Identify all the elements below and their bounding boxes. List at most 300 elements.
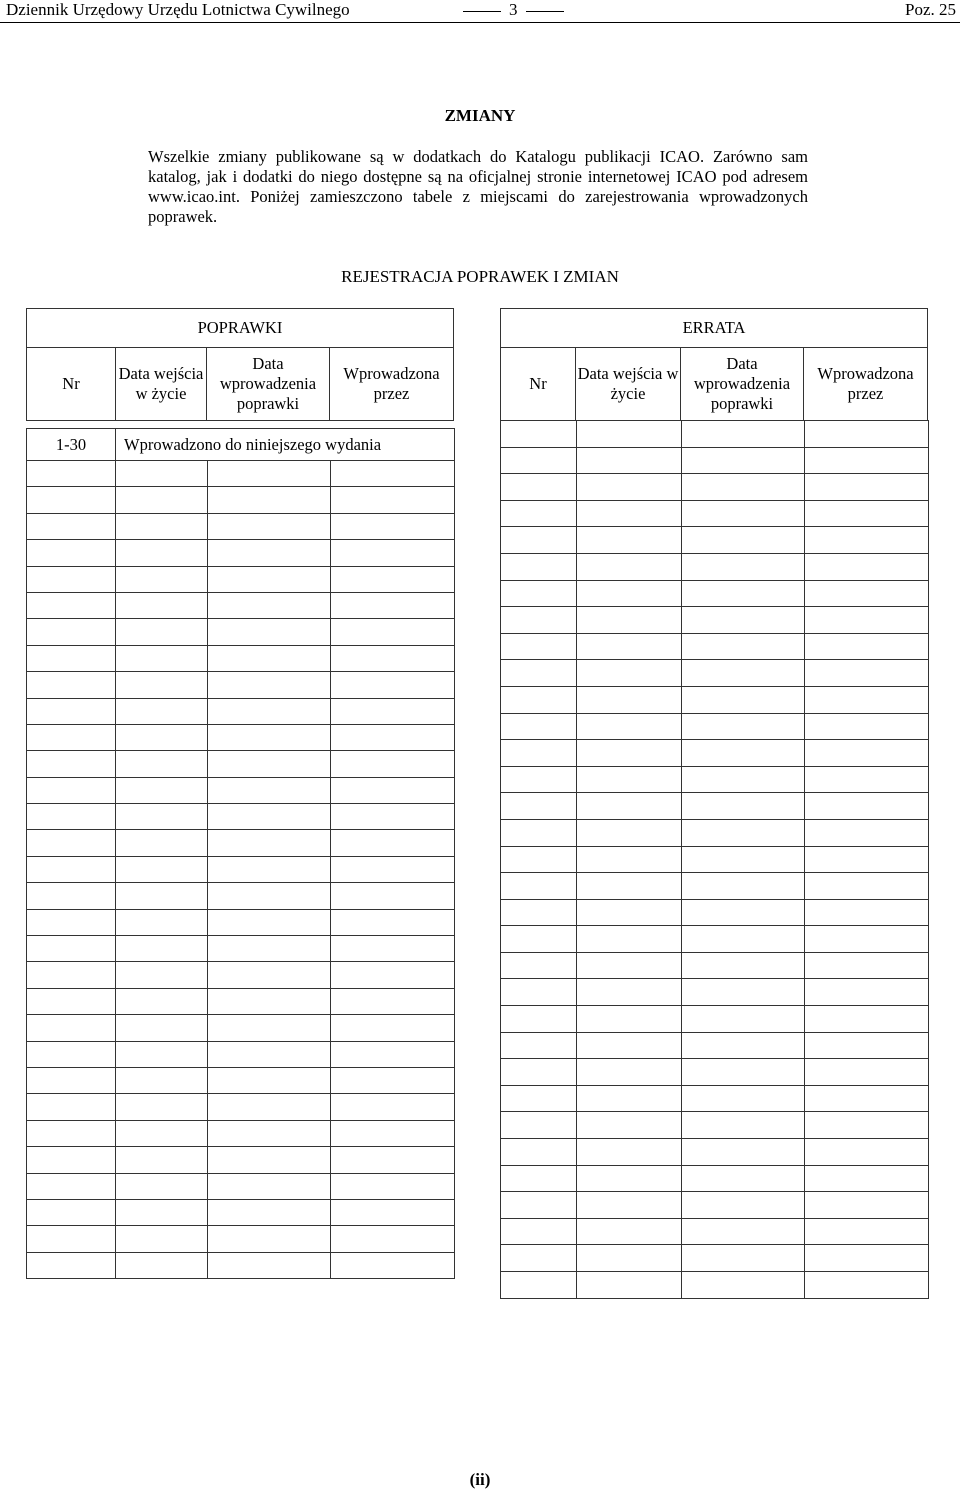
empty-cell[interactable] (682, 713, 805, 740)
column-header: Wprowadzona przez (329, 347, 454, 421)
empty-cell[interactable] (27, 566, 116, 592)
empty-cell[interactable] (577, 527, 682, 554)
empty-cell[interactable] (27, 988, 116, 1014)
empty-cell[interactable] (682, 952, 805, 979)
empty-cell[interactable] (27, 1015, 116, 1041)
empty-cell[interactable] (805, 447, 929, 474)
empty-cell[interactable] (331, 1015, 455, 1041)
empty-cell[interactable] (331, 1094, 455, 1120)
empty-cell[interactable] (27, 1041, 116, 1067)
errata-group-header (500, 308, 928, 348)
empty-cell[interactable] (208, 513, 331, 539)
empty-cell[interactable] (682, 421, 805, 448)
empty-cell[interactable] (577, 474, 682, 501)
empty-cell[interactable] (682, 1112, 805, 1139)
empty-cell[interactable] (116, 1199, 208, 1225)
empty-cell[interactable] (682, 553, 805, 580)
empty-cell[interactable] (805, 1085, 929, 1112)
empty-cell[interactable] (805, 1059, 929, 1086)
table-row (27, 672, 455, 698)
empty-cell[interactable] (682, 873, 805, 900)
empty-cell[interactable] (331, 513, 455, 539)
empty-cell[interactable] (682, 899, 805, 926)
empty-cell[interactable] (577, 1139, 682, 1166)
errata-table (500, 420, 929, 1299)
empty-cell[interactable] (805, 1139, 929, 1166)
empty-cell[interactable] (208, 592, 331, 618)
empty-cell[interactable] (805, 553, 929, 580)
empty-cell[interactable] (208, 724, 331, 750)
empty-cell[interactable] (27, 724, 116, 750)
empty-cell[interactable] (682, 607, 805, 634)
empty-cell[interactable] (805, 527, 929, 554)
empty-cell[interactable] (331, 698, 455, 724)
empty-cell[interactable] (501, 979, 577, 1006)
table-row (27, 1147, 455, 1173)
empty-cell[interactable] (27, 1199, 116, 1225)
empty-cell[interactable] (577, 952, 682, 979)
empty-cell[interactable] (27, 804, 116, 830)
empty-cell[interactable] (577, 1192, 682, 1219)
empty-cell[interactable] (27, 856, 116, 882)
empty-cell[interactable] (116, 1173, 208, 1199)
empty-cell[interactable] (208, 1015, 331, 1041)
empty-cell[interactable] (501, 1032, 577, 1059)
empty-cell[interactable] (501, 607, 577, 634)
empty-cell[interactable] (208, 751, 331, 777)
empty-cell[interactable] (577, 1032, 682, 1059)
table-row (501, 421, 929, 448)
empty-cell[interactable] (805, 952, 929, 979)
empty-cell[interactable] (577, 447, 682, 474)
empty-cell[interactable] (501, 846, 577, 873)
empty-cell[interactable] (501, 660, 577, 687)
empty-cell[interactable] (577, 421, 682, 448)
empty-cell[interactable] (208, 619, 331, 645)
table-row (501, 1165, 929, 1192)
empty-cell[interactable] (577, 607, 682, 634)
empty-cell[interactable] (27, 1173, 116, 1199)
empty-cell[interactable] (501, 553, 577, 580)
empty-cell[interactable] (805, 1218, 929, 1245)
table-row (501, 1245, 929, 1272)
empty-cell[interactable] (331, 1252, 455, 1278)
empty-cell[interactable] (805, 819, 929, 846)
table-row (27, 566, 455, 592)
empty-cell[interactable] (682, 819, 805, 846)
empty-cell[interactable] (501, 713, 577, 740)
empty-cell[interactable] (331, 566, 455, 592)
table-row (501, 447, 929, 474)
empty-cell[interactable] (805, 421, 929, 448)
empty-cell[interactable] (577, 979, 682, 1006)
empty-cell[interactable] (27, 962, 116, 988)
empty-cell[interactable] (501, 474, 577, 501)
empty-cell[interactable] (331, 751, 455, 777)
empty-cell[interactable] (501, 793, 577, 820)
table-row (501, 500, 929, 527)
empty-cell[interactable] (805, 1112, 929, 1139)
empty-cell[interactable] (682, 1032, 805, 1059)
empty-cell[interactable] (577, 926, 682, 953)
empty-cell[interactable] (331, 645, 455, 671)
empty-cell[interactable] (116, 777, 208, 803)
empty-cell[interactable] (682, 527, 805, 554)
empty-cell[interactable] (805, 979, 929, 1006)
empty-cell[interactable] (116, 566, 208, 592)
table-row (501, 580, 929, 607)
empty-cell[interactable] (805, 580, 929, 607)
empty-cell[interactable] (682, 1059, 805, 1086)
empty-cell[interactable] (208, 830, 331, 856)
empty-cell[interactable] (331, 487, 455, 513)
empty-cell[interactable] (805, 607, 929, 634)
empty-cell[interactable] (805, 846, 929, 873)
table-row (27, 540, 455, 566)
empty-cell[interactable] (501, 500, 577, 527)
empty-cell[interactable] (208, 1173, 331, 1199)
empty-cell[interactable] (208, 645, 331, 671)
empty-cell[interactable] (208, 856, 331, 882)
empty-cell[interactable] (501, 447, 577, 474)
table-row (501, 1192, 929, 1219)
empty-cell[interactable] (331, 461, 455, 487)
empty-cell[interactable] (805, 500, 929, 527)
column-header: Wprowadzona przez (803, 347, 928, 421)
empty-cell[interactable] (116, 487, 208, 513)
empty-cell[interactable] (208, 909, 331, 935)
empty-cell[interactable] (501, 421, 577, 448)
empty-cell[interactable] (577, 740, 682, 767)
empty-cell[interactable] (682, 740, 805, 767)
empty-cell[interactable] (116, 592, 208, 618)
empty-cell[interactable] (116, 856, 208, 882)
empty-cell[interactable] (27, 592, 116, 618)
empty-cell[interactable] (805, 1032, 929, 1059)
empty-cell[interactable] (331, 592, 455, 618)
empty-cell[interactable] (682, 580, 805, 607)
empty-cell[interactable] (331, 1199, 455, 1225)
empty-cell[interactable] (577, 766, 682, 793)
empty-cell[interactable] (331, 804, 455, 830)
empty-cell[interactable] (331, 1067, 455, 1093)
empty-cell[interactable] (501, 1085, 577, 1112)
empty-cell[interactable] (116, 1041, 208, 1067)
column-header: Data wprowadzenia poprawki (206, 347, 330, 421)
table-row (27, 429, 455, 461)
empty-cell[interactable] (805, 793, 929, 820)
empty-cell[interactable] (116, 619, 208, 645)
empty-cell[interactable] (27, 672, 116, 698)
empty-cell[interactable] (208, 1199, 331, 1225)
empty-cell[interactable] (577, 819, 682, 846)
empty-cell[interactable] (577, 686, 682, 713)
empty-cell[interactable] (116, 1226, 208, 1252)
empty-cell[interactable] (501, 1245, 577, 1272)
empty-cell[interactable] (116, 988, 208, 1014)
empty-cell[interactable] (682, 1139, 805, 1166)
empty-cell[interactable] (501, 766, 577, 793)
table-row (501, 686, 929, 713)
empty-cell[interactable] (27, 1226, 116, 1252)
empty-cell[interactable] (577, 1218, 682, 1245)
empty-cell[interactable] (208, 1226, 331, 1252)
empty-cell[interactable] (577, 553, 682, 580)
empty-cell[interactable] (331, 988, 455, 1014)
empty-cell[interactable] (682, 766, 805, 793)
empty-cell[interactable] (208, 540, 331, 566)
empty-cell[interactable] (682, 1192, 805, 1219)
table-row (501, 979, 929, 1006)
empty-cell[interactable] (116, 698, 208, 724)
empty-cell[interactable] (116, 830, 208, 856)
empty-cell[interactable] (208, 936, 331, 962)
empty-cell[interactable] (208, 487, 331, 513)
empty-cell[interactable] (116, 1094, 208, 1120)
empty-cell[interactable] (116, 672, 208, 698)
empty-cell[interactable] (27, 1094, 116, 1120)
intro-paragraph: Wszelkie zmiany publikowane są w dodatkach do Katalogu publikacji ICAO. Zarówno sam katalog, jak i dodatki do niego dostępne są na oficjalnej stronie internetowej ICAO pod adresem www.icao.int. Poniżej zamieszczono tabele z miejscami do zarejestrowania wprowadzonych poprawek. (148, 147, 808, 226)
empty-cell[interactable] (805, 474, 929, 501)
empty-cell[interactable] (805, 633, 929, 660)
empty-cell[interactable] (208, 883, 331, 909)
empty-cell[interactable] (116, 513, 208, 539)
page-footer-label: (ii) (469, 1470, 491, 1489)
empty-cell[interactable] (208, 962, 331, 988)
empty-cell[interactable] (682, 500, 805, 527)
empty-cell[interactable] (682, 474, 805, 501)
empty-cell[interactable] (331, 1041, 455, 1067)
empty-cell[interactable] (208, 777, 331, 803)
amendments-table (26, 428, 455, 1279)
empty-cell[interactable] (501, 1006, 577, 1033)
empty-cell[interactable] (805, 873, 929, 900)
table-row (501, 899, 929, 926)
empty-cell[interactable] (331, 1226, 455, 1252)
empty-cell[interactable] (27, 777, 116, 803)
empty-cell[interactable] (27, 487, 116, 513)
empty-cell[interactable] (116, 1067, 208, 1093)
empty-cell[interactable] (331, 619, 455, 645)
position-number: Poz. 25 (905, 0, 956, 19)
empty-cell[interactable] (27, 1147, 116, 1173)
empty-cell[interactable] (682, 793, 805, 820)
empty-cell[interactable] (27, 936, 116, 962)
empty-cell[interactable] (331, 909, 455, 935)
empty-cell[interactable] (208, 566, 331, 592)
table-row (501, 1085, 929, 1112)
empty-cell[interactable] (208, 1041, 331, 1067)
empty-cell[interactable] (577, 1245, 682, 1272)
table-row (27, 936, 455, 962)
empty-cell[interactable] (577, 713, 682, 740)
empty-cell[interactable] (208, 1067, 331, 1093)
empty-cell[interactable] (501, 1112, 577, 1139)
empty-cell[interactable] (501, 926, 577, 953)
empty-cell[interactable] (208, 461, 331, 487)
empty-cell[interactable] (116, 883, 208, 909)
empty-cell[interactable] (682, 979, 805, 1006)
empty-cell[interactable] (805, 766, 929, 793)
table-row (27, 619, 455, 645)
empty-cell[interactable] (116, 1120, 208, 1146)
empty-cell[interactable] (682, 447, 805, 474)
empty-cell[interactable] (27, 461, 116, 487)
empty-cell[interactable] (208, 1147, 331, 1173)
empty-cell[interactable] (208, 698, 331, 724)
empty-cell[interactable] (27, 909, 116, 935)
empty-cell[interactable] (331, 830, 455, 856)
empty-cell[interactable] (805, 1165, 929, 1192)
empty-cell[interactable] (116, 1147, 208, 1173)
empty-cell[interactable] (682, 1218, 805, 1245)
empty-cell[interactable] (27, 883, 116, 909)
empty-cell[interactable] (577, 633, 682, 660)
empty-cell[interactable] (501, 1192, 577, 1219)
empty-cell[interactable] (805, 686, 929, 713)
empty-cell[interactable] (331, 962, 455, 988)
empty-cell[interactable] (331, 1120, 455, 1146)
empty-cell[interactable] (27, 1252, 116, 1278)
empty-cell[interactable] (501, 1218, 577, 1245)
empty-cell[interactable] (805, 899, 929, 926)
empty-cell[interactable] (577, 899, 682, 926)
empty-cell[interactable] (27, 645, 116, 671)
empty-cell[interactable] (682, 686, 805, 713)
empty-cell[interactable] (805, 1272, 929, 1299)
empty-cell[interactable] (805, 1006, 929, 1033)
table-row (501, 766, 929, 793)
empty-cell[interactable] (331, 1173, 455, 1199)
empty-cell[interactable] (116, 645, 208, 671)
empty-cell[interactable] (577, 1165, 682, 1192)
empty-cell[interactable] (805, 1245, 929, 1272)
empty-cell[interactable] (682, 1085, 805, 1112)
empty-cell[interactable] (27, 830, 116, 856)
table-row (27, 830, 455, 856)
empty-cell[interactable] (208, 1094, 331, 1120)
empty-cell[interactable] (116, 1252, 208, 1278)
table-row (27, 1252, 455, 1278)
empty-cell[interactable] (577, 1112, 682, 1139)
empty-cell[interactable] (501, 819, 577, 846)
empty-cell[interactable] (682, 660, 805, 687)
column-header: Data wejścia w życie (115, 347, 207, 421)
empty-cell[interactable] (501, 527, 577, 554)
empty-cell[interactable] (501, 686, 577, 713)
empty-cell[interactable] (501, 952, 577, 979)
empty-cell[interactable] (682, 846, 805, 873)
empty-cell[interactable] (805, 1192, 929, 1219)
empty-cell[interactable] (116, 962, 208, 988)
empty-cell[interactable] (208, 672, 331, 698)
empty-cell[interactable] (682, 1165, 805, 1192)
register-title: REJESTRACJA POPRAWEK I ZMIAN (341, 267, 619, 286)
empty-cell[interactable] (331, 777, 455, 803)
empty-cell[interactable] (682, 926, 805, 953)
empty-cell[interactable] (27, 698, 116, 724)
empty-cell[interactable] (116, 751, 208, 777)
page-header (0, 0, 960, 23)
table-row (501, 633, 929, 660)
empty-cell[interactable] (208, 988, 331, 1014)
empty-cell[interactable] (805, 660, 929, 687)
empty-cell[interactable] (116, 724, 208, 750)
empty-cell[interactable] (331, 1147, 455, 1173)
page-number: 3 (455, 0, 572, 20)
empty-cell[interactable] (501, 1165, 577, 1192)
empty-cell[interactable] (501, 740, 577, 767)
empty-cell[interactable] (805, 740, 929, 767)
empty-cell[interactable] (501, 1272, 577, 1299)
empty-cell[interactable] (116, 804, 208, 830)
empty-cell[interactable] (116, 936, 208, 962)
empty-cell[interactable] (27, 751, 116, 777)
empty-cell[interactable] (682, 1006, 805, 1033)
empty-cell[interactable] (501, 873, 577, 900)
empty-cell[interactable] (577, 846, 682, 873)
empty-cell[interactable] (577, 1085, 682, 1112)
table-row (27, 1199, 455, 1225)
empty-cell[interactable] (577, 580, 682, 607)
column-header: Data wejścia w życie (575, 347, 681, 421)
empty-cell[interactable] (116, 461, 208, 487)
empty-cell[interactable] (27, 540, 116, 566)
empty-cell[interactable] (27, 1120, 116, 1146)
empty-cell[interactable] (208, 1252, 331, 1278)
empty-cell[interactable] (501, 1139, 577, 1166)
table-row (27, 1067, 455, 1093)
empty-cell[interactable] (331, 672, 455, 698)
empty-cell[interactable] (805, 713, 929, 740)
empty-cell[interactable] (116, 540, 208, 566)
empty-cell[interactable] (27, 619, 116, 645)
empty-cell[interactable] (116, 909, 208, 935)
table-row (501, 1272, 929, 1299)
empty-cell[interactable] (331, 883, 455, 909)
empty-cell[interactable] (682, 1245, 805, 1272)
empty-cell[interactable] (331, 540, 455, 566)
table-row (27, 1041, 455, 1067)
empty-cell[interactable] (577, 1006, 682, 1033)
empty-cell[interactable] (27, 513, 116, 539)
empty-cell[interactable] (577, 1059, 682, 1086)
table-row (27, 883, 455, 909)
empty-cell[interactable] (331, 724, 455, 750)
empty-cell[interactable] (682, 1272, 805, 1299)
empty-cell[interactable] (577, 793, 682, 820)
empty-cell[interactable] (577, 1272, 682, 1299)
table-row (27, 592, 455, 618)
empty-cell[interactable] (331, 856, 455, 882)
empty-cell[interactable] (577, 500, 682, 527)
empty-cell[interactable] (805, 926, 929, 953)
empty-cell[interactable] (208, 804, 331, 830)
empty-cell[interactable] (27, 1067, 116, 1093)
empty-cell[interactable] (682, 633, 805, 660)
empty-cell[interactable] (116, 1015, 208, 1041)
empty-cell[interactable] (577, 873, 682, 900)
empty-cell[interactable] (208, 1120, 331, 1146)
empty-cell[interactable] (577, 660, 682, 687)
empty-cell[interactable] (501, 899, 577, 926)
table-row (501, 1006, 929, 1033)
empty-cell[interactable] (501, 580, 577, 607)
empty-cell[interactable] (501, 1059, 577, 1086)
empty-cell[interactable] (331, 936, 455, 962)
empty-cell[interactable] (501, 633, 577, 660)
column-header: Nr (500, 347, 576, 421)
